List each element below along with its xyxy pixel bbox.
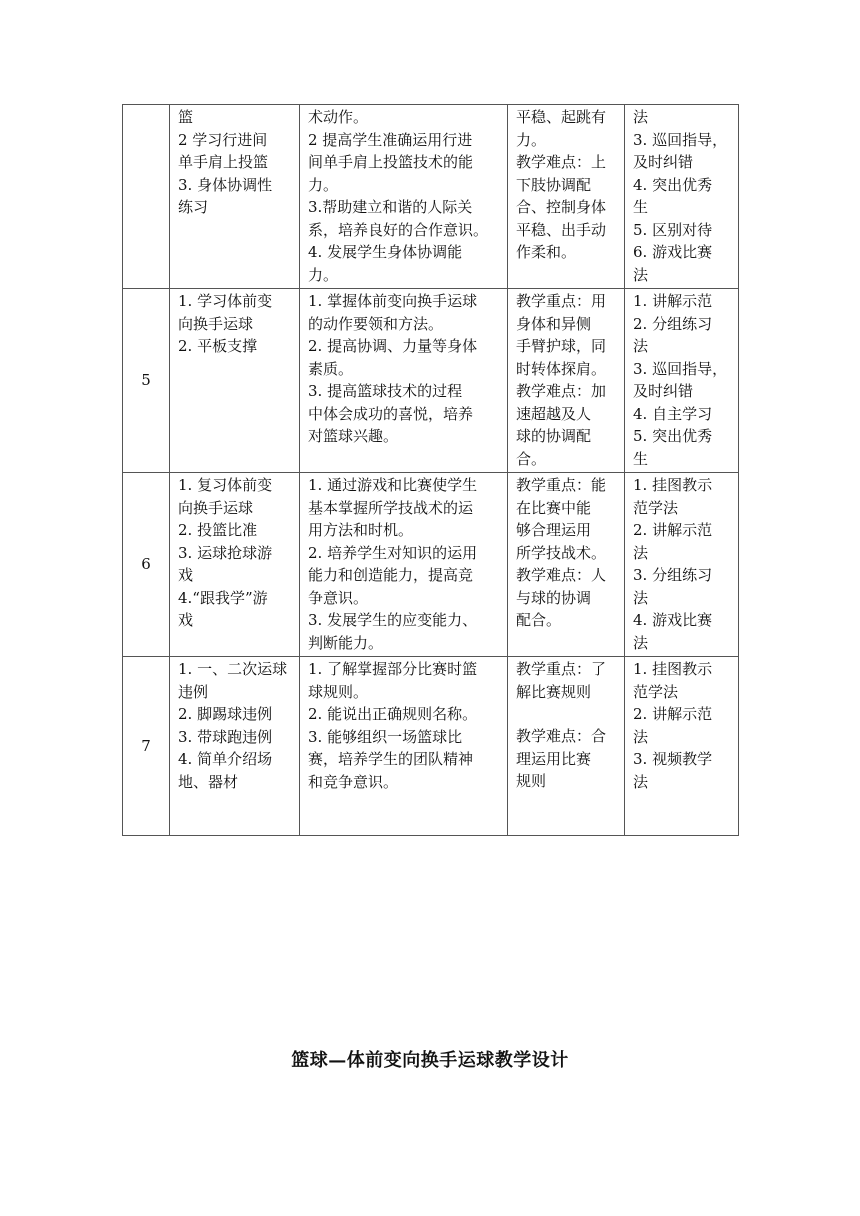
cell-line: 能力和创造能力，提高竞 [308, 566, 474, 584]
cell-methods [625, 473, 739, 657]
cell-line: 戏 [178, 611, 194, 629]
cell-line: 下肢协调配 [516, 175, 592, 194]
cell-line: 球规则。 [308, 682, 369, 701]
cell-line: 5. 区别对待 [633, 220, 713, 239]
cell-line: 4. 简单介绍场 [178, 750, 273, 768]
cell-content [170, 657, 300, 836]
lesson-row [123, 105, 739, 289]
cell-line: 力。 [308, 265, 339, 284]
cell-line: 3. 提高篮球技术的过程 [308, 382, 463, 400]
cell-line: 1. 一、二次运球 [178, 660, 288, 678]
cell-line: 2. 提高协调、力量等身体 [308, 337, 478, 355]
cell-line: 在比赛中能 [516, 498, 592, 517]
cell-line: 1. 掌握体前变向换手运球 [308, 292, 478, 310]
cell-methods [625, 657, 739, 836]
cell-line: 4. 游戏比赛 [633, 611, 713, 629]
cell-line: 1. 通过游戏和比赛使学生 [308, 476, 478, 494]
cell-line: 练习 [178, 198, 209, 216]
lesson-row [123, 473, 739, 657]
cell-line: 及时纠错 [633, 153, 694, 171]
cell-line: 术动作。 [308, 108, 369, 126]
cell-line: 向换手运球 [178, 498, 254, 517]
cell-line: 力。 [516, 130, 547, 149]
cell-line: 赛，培养学生的团队精神 [308, 750, 474, 768]
cell-objectives [300, 289, 508, 473]
lesson-plan-body [123, 105, 739, 836]
cell-line: 平稳、起跳有 [516, 108, 607, 126]
cell-line: 教学难点：人 [516, 566, 607, 584]
cell-line: 用方法和时机。 [308, 521, 414, 539]
cell-line: 3. 巡回指导， [633, 359, 728, 378]
cell-objectives [300, 657, 508, 836]
cell-line: 力。 [308, 175, 339, 194]
cell-line: 基本掌握所学技战术的运 [308, 498, 474, 517]
cell-line: 3. 巡回指导， [633, 130, 728, 149]
cell-line: 2. 平板支撑 [178, 337, 258, 355]
cell-key-points [508, 105, 625, 289]
lesson-row [123, 289, 739, 473]
cell-line: 3.帮助建立和谐的人际关 [308, 198, 473, 216]
cell-line: 1. 挂图教示 [633, 476, 713, 494]
cell-line: 4. 自主学习 [633, 404, 713, 423]
cell-line [516, 703, 619, 725]
cell-line: 的动作要领和方法。 [308, 314, 444, 333]
cell-line: 生 [633, 449, 649, 468]
cell-line: 5. 突出优秀 [633, 427, 713, 445]
cell-line: 争意识。 [308, 588, 369, 607]
cell-line: 作柔和。 [516, 243, 577, 261]
cell-line: 理运用比赛 [516, 749, 592, 768]
cell-line: 2 提高学生准确运用行进 [308, 130, 473, 149]
cell-line: 法 [633, 633, 649, 652]
cell-line: 和竞争意识。 [308, 772, 399, 791]
cell-key-points [508, 473, 625, 657]
cell-line: 2. 讲解示范 [633, 705, 713, 723]
cell-line: 范学法 [633, 498, 679, 517]
cell-line: 够合理运用 [516, 521, 592, 539]
cell-objectives [300, 473, 508, 657]
cell-line: 3. 视频教学 [633, 750, 713, 768]
cell-line: 单手肩上投篮 [178, 153, 269, 171]
cell-line: 解比赛规则 [516, 682, 592, 701]
cell-line: 生 [633, 198, 649, 216]
cell-line: 法 [633, 727, 649, 746]
cell-line: 所学技战术。 [516, 543, 607, 562]
lesson-number: 6 [123, 473, 170, 657]
cell-line: 1. 讲解示范 [633, 292, 713, 310]
cell-content [170, 289, 300, 473]
cell-line: 规则 [516, 772, 547, 790]
cell-line: 教学重点：能 [516, 476, 607, 494]
cell-line: 合、控制身体 [516, 198, 607, 216]
cell-line: 教学难点：上 [516, 153, 607, 171]
cell-line: 时转体探肩。 [516, 359, 607, 378]
cell-content [170, 473, 300, 657]
cell-line: 身体和异侧 [516, 314, 592, 333]
lesson-number: 7 [123, 657, 170, 836]
cell-line: 法 [633, 588, 649, 607]
cell-line: 篮 [178, 108, 194, 126]
cell-line: 法 [633, 108, 649, 126]
cell-line: 戏 [178, 566, 194, 584]
cell-line: 1. 挂图教示 [633, 660, 713, 678]
cell-line: 6. 游戏比赛 [633, 243, 713, 261]
cell-line: 2. 能说出正确规则名称。 [308, 705, 478, 723]
cell-line: 3. 分组练习 [633, 566, 713, 584]
cell-line: 间单手肩上投篮技术的能 [308, 153, 474, 171]
cell-line: 手臂护球，同 [516, 337, 607, 355]
cell-line: 教学重点：了 [516, 660, 607, 678]
cell-line: 2. 投篮比准 [178, 521, 258, 539]
lesson-number [123, 105, 170, 289]
cell-line: 法 [633, 543, 649, 562]
cell-line: 平稳、出手动 [516, 220, 607, 239]
cell-line: 4. 发展学生身体协调能 [308, 243, 463, 261]
cell-line: 教学难点：加 [516, 382, 607, 400]
lesson-plan-table [122, 104, 739, 836]
cell-methods [625, 105, 739, 289]
cell-line: 判断能力。 [308, 633, 384, 652]
cell-line: 3. 运球抢球游 [178, 543, 273, 562]
cell-line: 3. 身体协调性 [178, 175, 273, 194]
cell-line: 2. 脚踢球违例 [178, 705, 273, 723]
cell-line: 4. 突出优秀 [633, 175, 713, 194]
cell-objectives [300, 105, 508, 289]
cell-line: 3. 带球跑违例 [178, 727, 273, 746]
cell-line: 系，培养良好的合作意识。 [308, 220, 489, 239]
cell-line: 法 [633, 337, 649, 355]
cell-line: 向换手运球 [178, 314, 254, 333]
cell-line: 速超越及人 [516, 404, 592, 423]
cell-line: 及时纠错 [633, 382, 694, 400]
document-title: 篮球—体前变向换手运球教学设计 [291, 1050, 569, 1071]
cell-line: 教学难点：合 [516, 727, 607, 745]
cell-line: 违例 [178, 682, 209, 701]
cell-key-points [508, 289, 625, 473]
cell-line: 教学重点：用 [516, 292, 607, 310]
cell-line: 1. 了解掌握部分比赛时篮 [308, 660, 478, 678]
cell-line: 合。 [516, 449, 547, 468]
cell-line: 2. 讲解示范 [633, 521, 713, 539]
cell-methods [625, 289, 739, 473]
cell-line: 范学法 [633, 682, 679, 701]
cell-line: 2 学习行进间 [178, 130, 268, 149]
cell-line: 1. 学习体前变 [178, 292, 273, 310]
cell-line: 2. 培养学生对知识的运用 [308, 543, 478, 562]
cell-line: 2. 分组练习 [633, 314, 713, 333]
cell-line: 3. 能够组织一场篮球比 [308, 727, 463, 746]
cell-line: 对篮球兴趣。 [308, 427, 399, 445]
cell-line: 法 [633, 772, 649, 791]
lesson-row [123, 657, 739, 836]
cell-content [170, 105, 300, 289]
cell-line: 4.“跟我学”游 [178, 588, 268, 607]
cell-line: 地、器材 [178, 772, 239, 791]
cell-line: 素质。 [308, 359, 354, 378]
cell-line: 球的协调配 [516, 427, 592, 445]
lesson-number: 5 [123, 289, 170, 473]
cell-line: 1. 复习体前变 [178, 476, 273, 494]
cell-line: 中体会成功的喜悦，培养 [308, 404, 474, 423]
cell-line: 配合。 [516, 611, 562, 629]
cell-line: 3. 发展学生的应变能力、 [308, 611, 478, 629]
cell-key-points [508, 657, 625, 836]
cell-line: 与球的协调 [516, 588, 592, 607]
cell-line: 法 [633, 265, 649, 284]
